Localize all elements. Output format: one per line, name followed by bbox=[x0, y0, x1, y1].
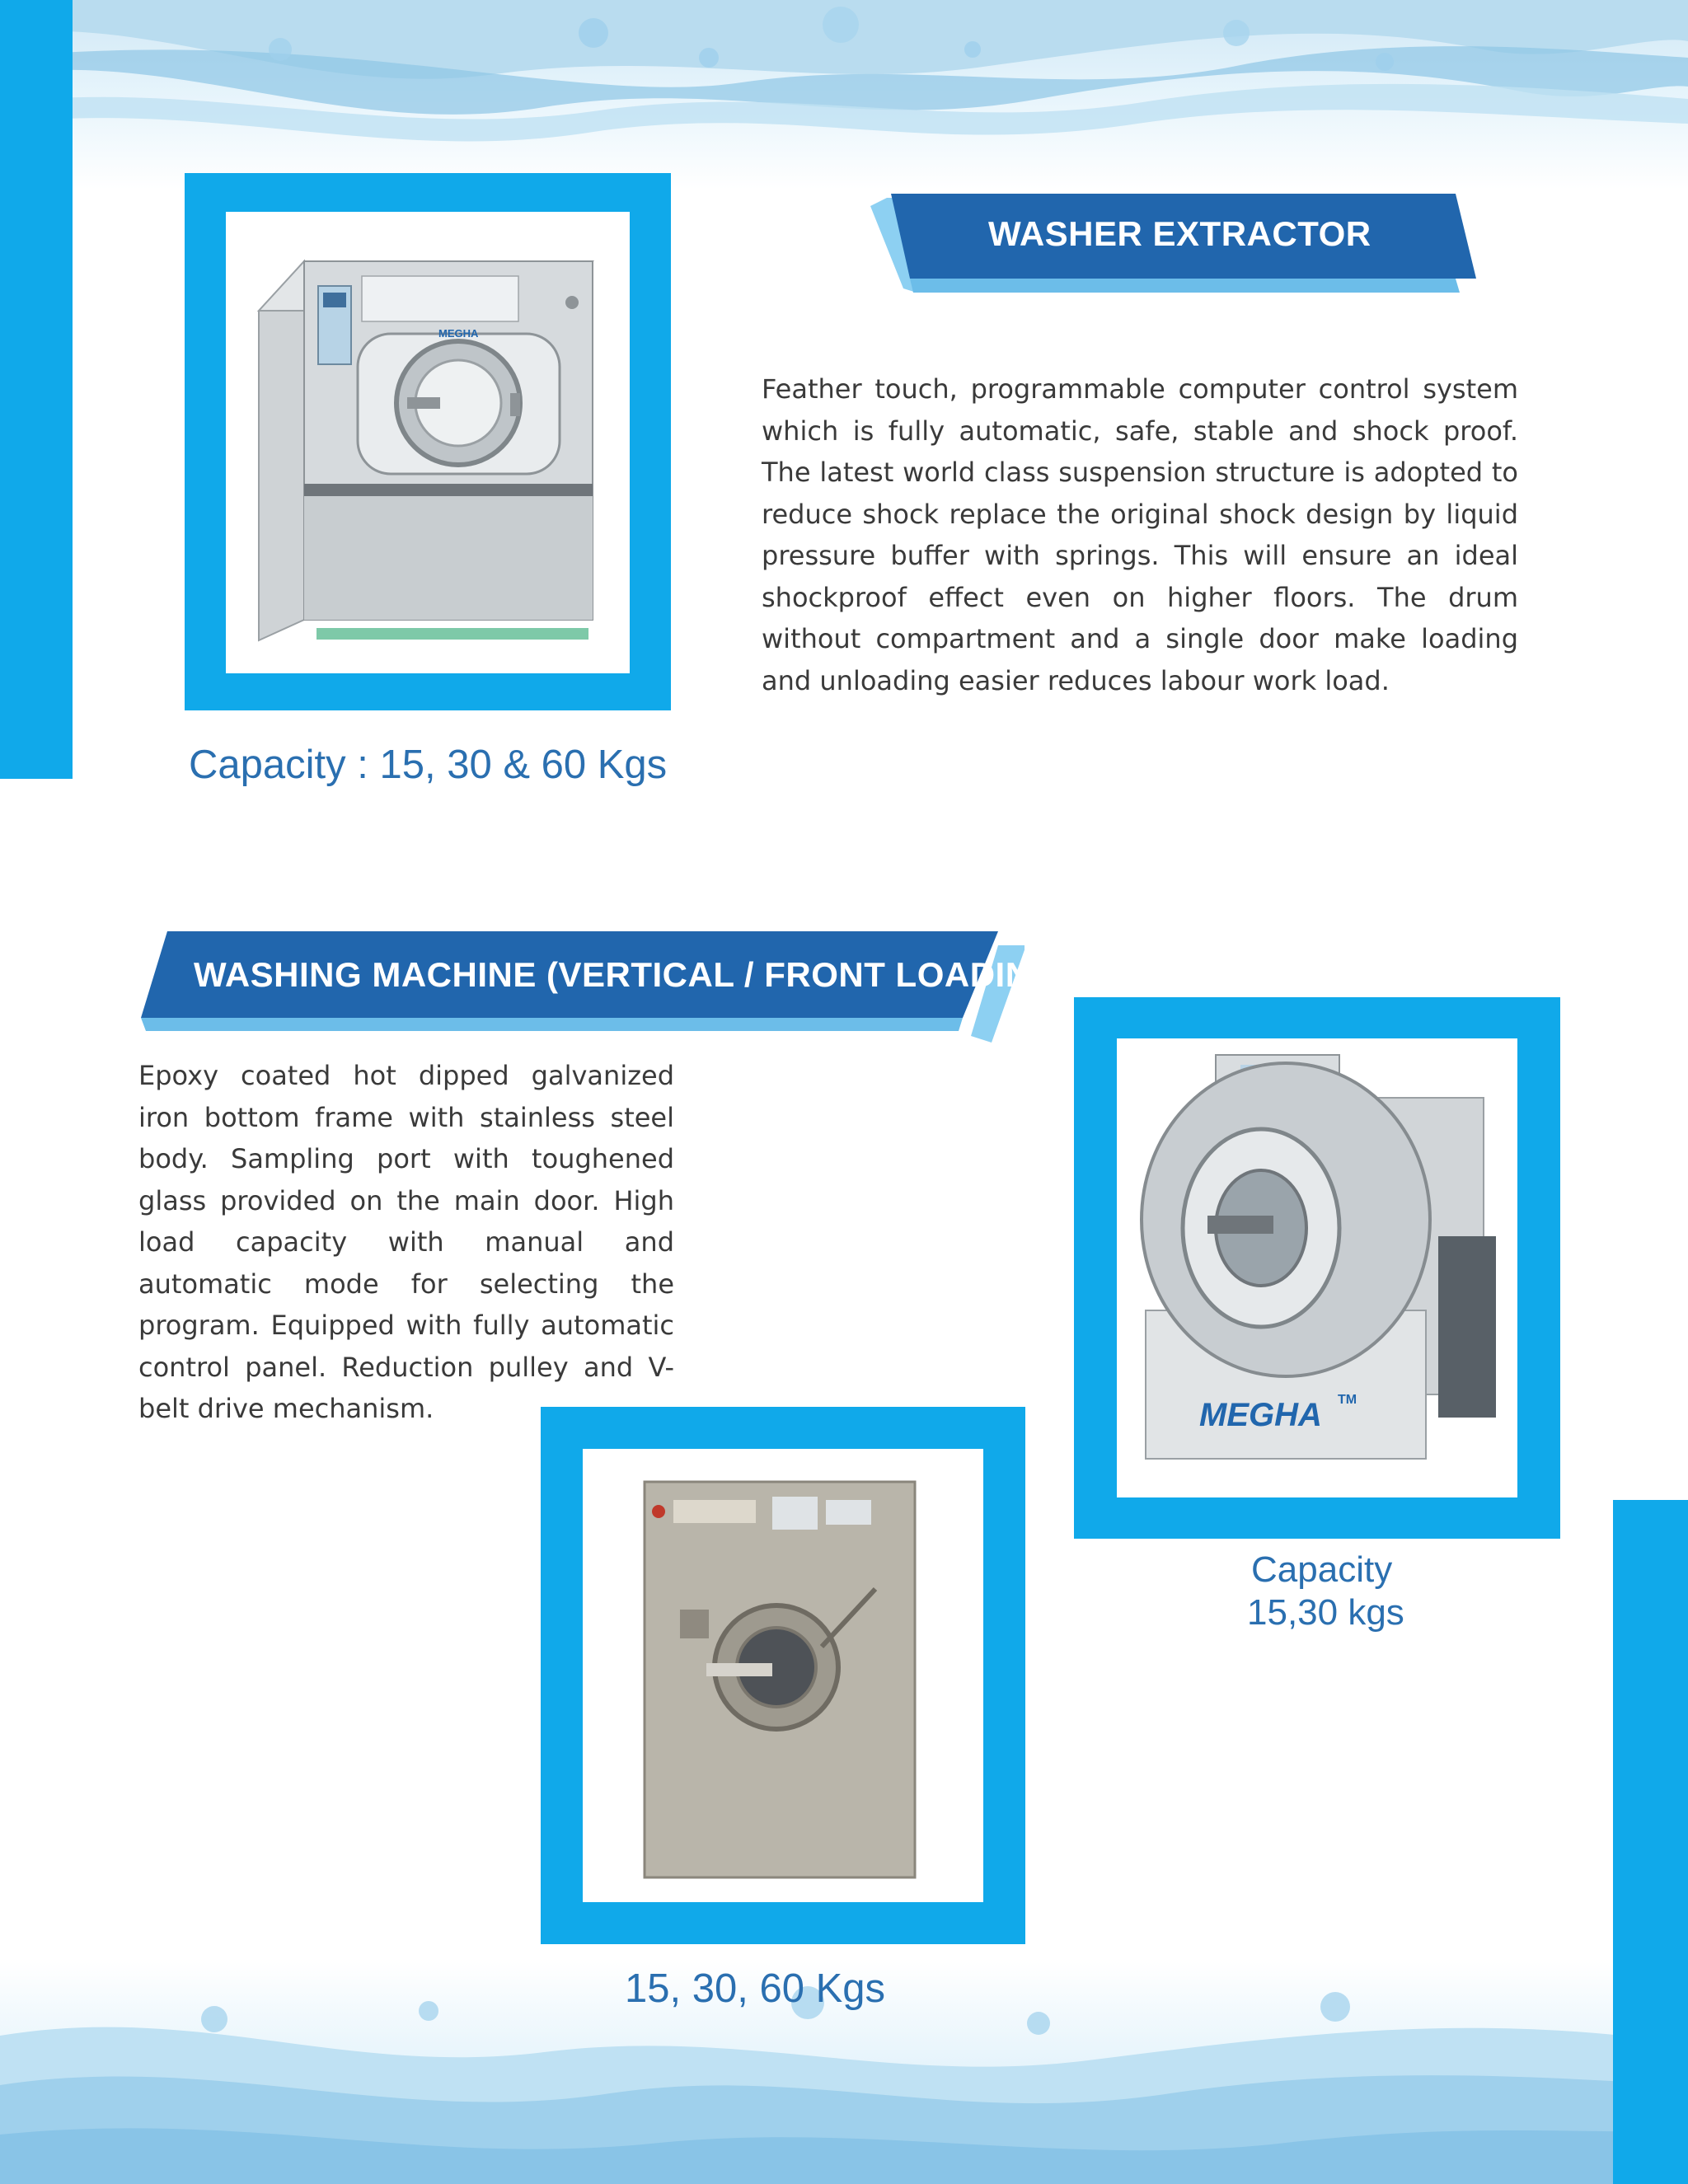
water-splash-top bbox=[0, 0, 1688, 190]
washer-extractor-title: WASHER EXTRACTOR bbox=[988, 214, 1372, 253]
brand-logo: MEGHA bbox=[438, 327, 479, 340]
washer-extractor-photo-frame bbox=[185, 173, 671, 710]
vertical-machine-capacity-label: Capacity bbox=[1251, 1549, 1393, 1590]
side-accent-bar-left bbox=[0, 0, 73, 779]
vertical-machine-capacity-value: 15,30 kgs bbox=[1247, 1592, 1404, 1633]
washing-machine-title-ribbon bbox=[134, 929, 1071, 1043]
washing-machine-description: Epoxy coated hot dipped galvanized iron bottom frame with stainless steel body. Sampling port with toughened glass provided on the main door. High load capacity with manual and automatic mode for selecting the program. Equipped with fully automatic control panel. Reduction pulley and V- belt drive mechanism. bbox=[138, 1060, 674, 1424]
vertical-machine-photo-frame bbox=[1074, 997, 1560, 1539]
washer-extractor-capacity: Capacity : 15, 30 & 60 Kgs bbox=[189, 743, 668, 787]
front-loading-photo bbox=[583, 1449, 983, 1902]
washing-machine-title: WASHING MACHINE (VERTICAL / FRONT LOADING) bbox=[194, 955, 1071, 994]
trademark-mark: TM bbox=[1338, 1393, 1357, 1407]
vertical-machine-photo bbox=[1117, 1038, 1517, 1497]
side-accent-bar-right bbox=[1613, 1500, 1688, 2184]
washer-extractor-photo bbox=[226, 212, 630, 673]
front-loading-capacity: 15, 30, 60 Kgs bbox=[625, 1966, 886, 2011]
megha-brand-logo: MEGHA bbox=[1199, 1397, 1322, 1433]
washer-extractor-description: Feather touch, programmable computer control system which is fully automatic, safe, stable and shock proof. The latest world class suspension structure is adopted to reduce shock replace the original shock design by liquid pressure buffer with springs. This will ensure an ideal shockproof effect even on higher floors. The drum without compartment and a single door make loading and unloading easier reduces labour work load. bbox=[762, 373, 1518, 696]
front-loading-photo-frame bbox=[541, 1407, 1025, 1944]
washer-extractor-title-ribbon bbox=[870, 190, 1480, 297]
